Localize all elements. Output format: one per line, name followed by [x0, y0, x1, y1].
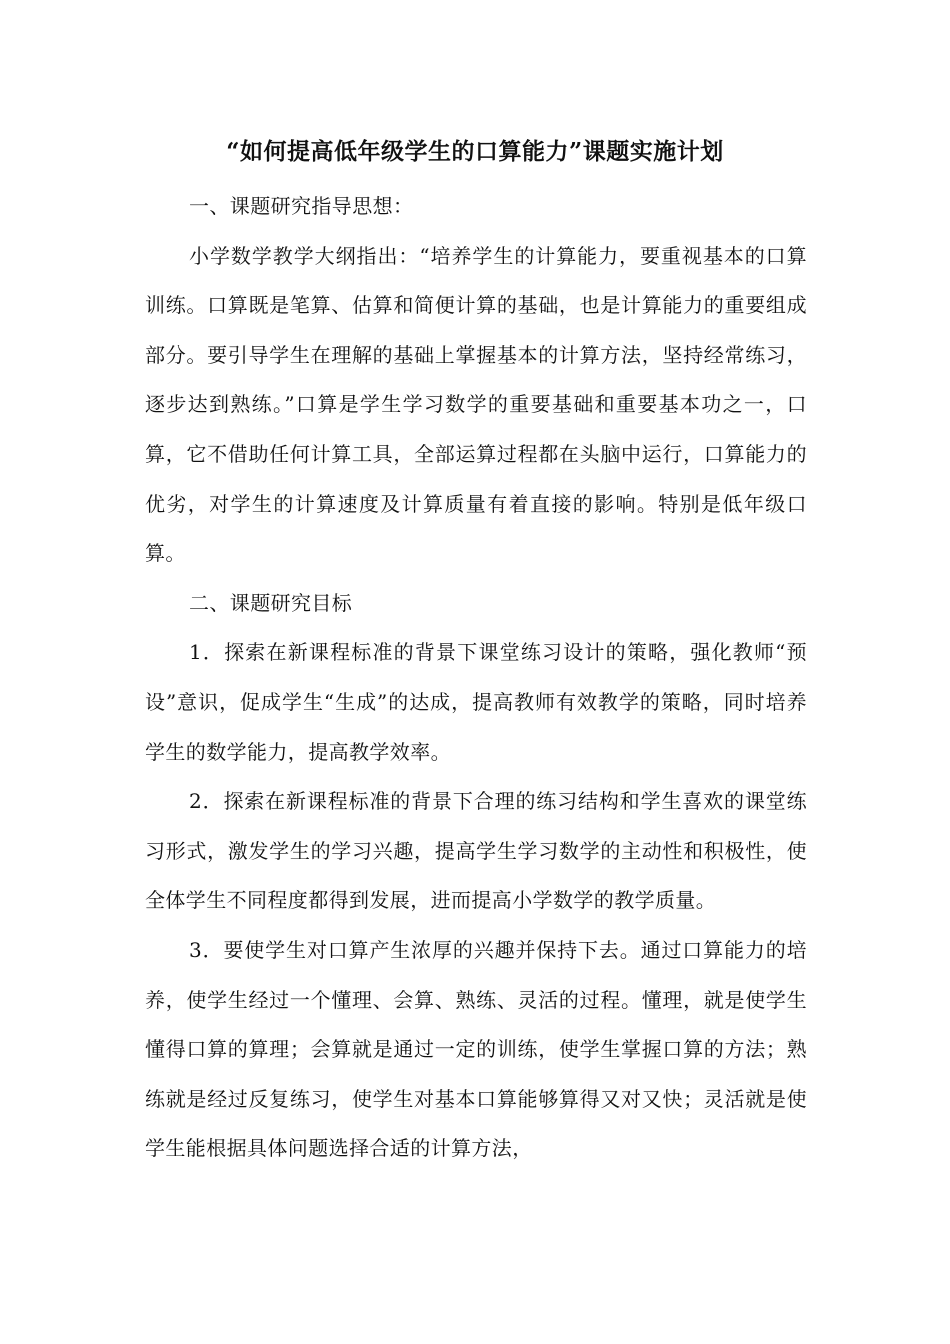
document-title: “如何提高低年级学生的口算能力”课题实施计划 [226, 138, 724, 165]
section-2-heading: 二、课题研究目标 [189, 590, 353, 615]
document-body [145, 182, 807, 1174]
section-1-heading: 一、课题研究指导思想： [189, 194, 414, 218]
section-2-paragraph-1: 1．探索在新课程标准的背景下课堂练习设计的策略，强化教师“预设”意识，促成学生“生成”的达成，提高教师有效教学的策略，同时培养学生的数学能力，提高教学效率。 [145, 640, 807, 764]
section-1-paragraph-1: 小学数学教学大纲指出：“培养学生的计算能力，要重视基本的口算训练。口算既是笔算、估算和简便计算的基础，也是计算能力的重要组成部分。要引导学生在理解的基础上掌握基本的计算方法，坚持经常练习，逐步达到熟练。”口算是学生学习数学的重要基础和重要基本功之一，口算，它不借助任何计算工具，全部运算过程都在头脑中运行，口算能力的优劣，对学生的计算速度及计算质量有着直接的影响。特别是低年级口算。 [145, 243, 807, 566]
section-2-paragraph-3: 3．要使学生对口算产生浓厚的兴趣并保持下去。通过口算能力的培养，使学生经过一个懂理、会算、熟练、灵活的过程。懂理，就是使学生懂得口算的算理；会算就是通过一定的训练，使学生掌握口算的方法；熟练就是经过反复练习，使学生对基本口算能够算得又对又快；灵活就是使学生能根据具体问题选择合适的计算方法， [145, 937, 807, 1161]
section-2-paragraph-2: 2．探索在新课程标准的背景下合理的练习结构和学生喜欢的课堂练习形式，激发学生的学习兴趣，提高学生学习数学的主动性和积极性，使全体学生不同程度都得到发展，进而提高小学数学的教学质量。 [145, 789, 807, 913]
